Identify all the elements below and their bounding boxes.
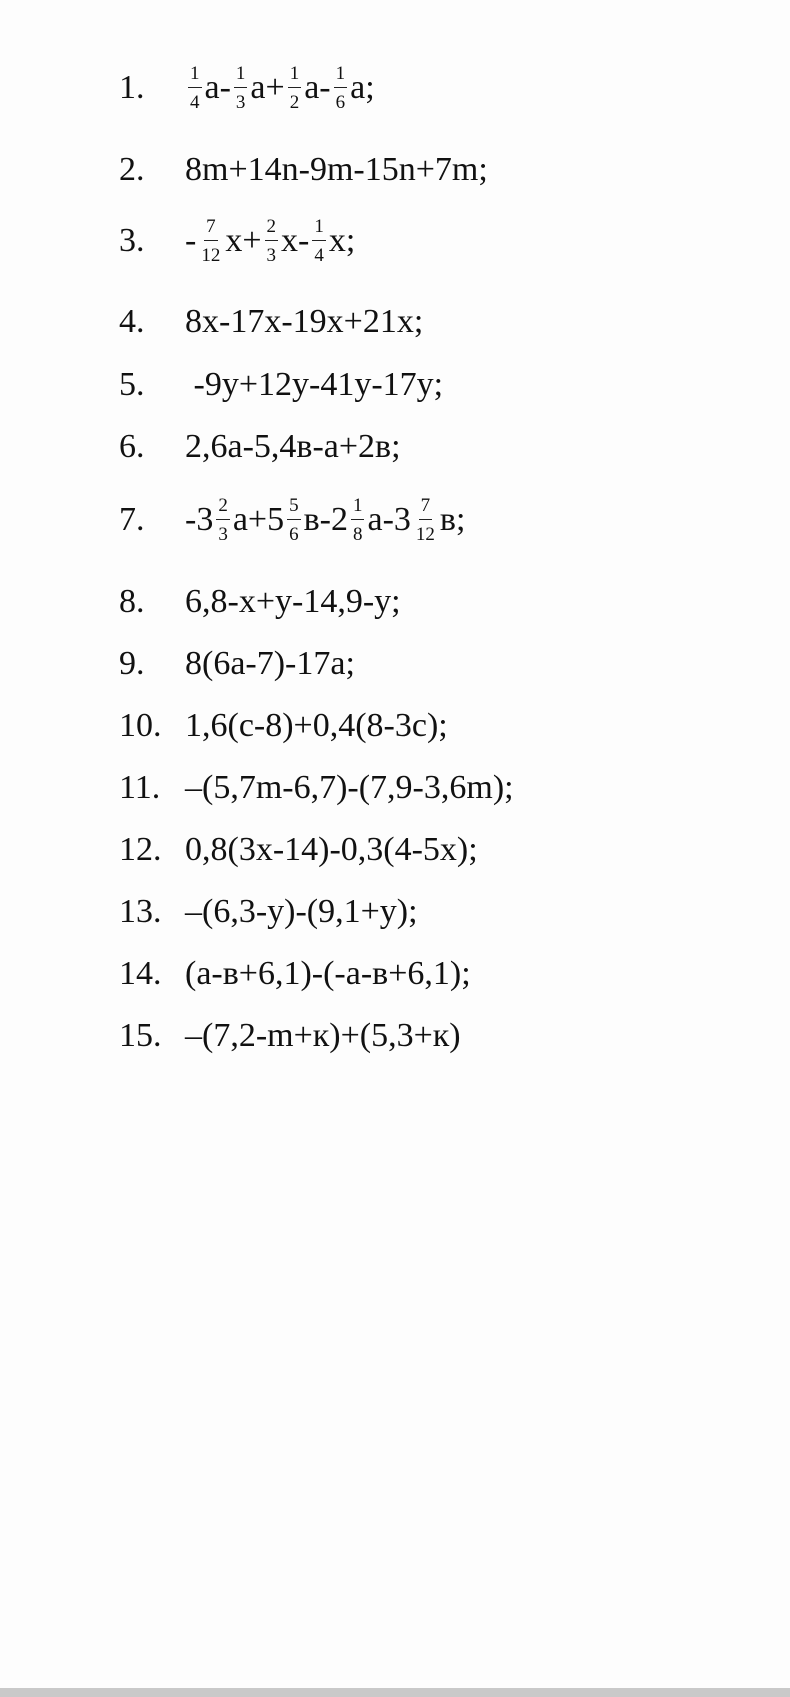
fraction-denominator: 6 [335, 92, 346, 113]
fraction-denominator: 8 [352, 524, 363, 545]
item-number: 2. [119, 151, 145, 188]
item-number: 1. [119, 69, 145, 106]
item-number: 9. [119, 645, 145, 682]
list-item [0, 572, 790, 632]
fraction [216, 496, 230, 544]
fraction-denominator: 3 [218, 524, 228, 545]
fraction-numerator: 1 [312, 217, 326, 241]
list-item [0, 417, 790, 477]
list-item [0, 820, 790, 880]
expression-text: a+5 [232, 501, 285, 538]
expression-text: в; [439, 501, 466, 538]
fraction-denominator: 2 [289, 92, 300, 113]
item-number: 4. [119, 303, 145, 340]
fraction [351, 496, 365, 544]
item-number: 6. [119, 428, 145, 465]
list-item [0, 58, 790, 118]
item-expression [185, 957, 471, 991]
fraction-denominator: 4 [314, 245, 324, 266]
list-item [0, 140, 790, 200]
fraction-numerator: 1 [351, 496, 365, 520]
expression-text: a; [350, 69, 375, 106]
item-number: 8. [119, 583, 145, 620]
expression-text: –(6,3-y)-(9,1+y); [185, 893, 418, 930]
item-number: 15. [119, 1017, 162, 1054]
item-number: 3. [119, 222, 145, 259]
fraction-denominator: 12 [201, 245, 221, 266]
fraction-numerator: 1 [188, 64, 202, 88]
item-expression [185, 64, 375, 112]
list-item [0, 758, 790, 818]
item-expression [185, 647, 355, 681]
expression-text: в-2 [303, 501, 348, 538]
fraction [199, 217, 222, 265]
item-expression [185, 368, 443, 402]
list-item [0, 1006, 790, 1066]
fraction-numerator: 2 [265, 217, 279, 241]
fraction [334, 64, 348, 112]
fraction-numerator: 5 [287, 496, 301, 520]
expression-text: 1,6(c-8)+0,4(8-3c); [185, 707, 448, 744]
list-item [0, 490, 790, 550]
fraction [234, 64, 248, 112]
fraction-numerator: 7 [204, 217, 218, 241]
item-expression [185, 496, 465, 544]
expression-text: x- [281, 222, 310, 259]
item-expression [185, 709, 448, 743]
expression-text: (a-в+6,1)-(-a-в+6,1); [185, 955, 471, 992]
expression-text: -3 [185, 501, 214, 538]
fraction-denominator: 3 [266, 245, 277, 266]
item-expression [185, 1019, 461, 1053]
fraction-numerator: 1 [334, 64, 348, 88]
fraction-denominator: 4 [190, 92, 200, 113]
fraction-denominator: 6 [289, 524, 299, 545]
fraction-numerator: 1 [288, 64, 302, 88]
list-item [0, 634, 790, 694]
item-number: 12. [119, 831, 162, 868]
list-item [0, 211, 790, 271]
expression-text: 8x-17x-19x+21x; [185, 303, 424, 340]
list-item [0, 292, 790, 352]
fraction-numerator: 2 [216, 496, 230, 520]
item-number: 11. [119, 769, 161, 806]
item-expression [185, 771, 514, 805]
expression-text: x; [328, 222, 356, 259]
expression-text: -9y+12y-41y-17y; [185, 366, 444, 403]
expression-text: 8(6a-7)-17a; [185, 645, 355, 682]
fraction [414, 496, 437, 544]
list-item [0, 696, 790, 756]
expression-text: a+ [250, 69, 285, 106]
fraction-denominator: 12 [415, 524, 435, 545]
list-item [0, 355, 790, 415]
item-number: 10. [119, 707, 162, 744]
item-expression [185, 833, 478, 867]
fraction [312, 217, 326, 265]
fraction [287, 496, 301, 544]
expression-text: a- [304, 69, 331, 106]
fraction-numerator: 1 [234, 64, 248, 88]
fraction-numerator: 7 [419, 496, 433, 520]
expression-text: a- [204, 69, 231, 106]
item-expression [185, 895, 418, 929]
item-number: 13. [119, 893, 162, 930]
fraction-denominator: 3 [235, 92, 246, 113]
expression-text: 8m+14n-9m-15n+7m; [185, 151, 488, 188]
expression-text: 0,8(3x-14)-0,3(4-5x); [185, 831, 478, 868]
fraction [265, 217, 279, 265]
expression-text: 6,8-x+y-14,9-y; [185, 583, 401, 620]
list-item [0, 882, 790, 942]
item-number: 5. [119, 366, 145, 403]
item-number: 7. [119, 501, 145, 538]
expression-text: a-3 [367, 501, 411, 538]
item-number: 14. [119, 955, 162, 992]
fraction [188, 64, 202, 112]
expression-text: - [185, 222, 197, 259]
expression-text: 2,6a-5,4в-a+2в; [185, 428, 401, 465]
expression-text: –(7,2-m+к)+(5,3+к) [185, 1017, 461, 1054]
expression-text: x+ [225, 222, 262, 259]
item-expression [185, 585, 401, 619]
list-item [0, 944, 790, 1004]
item-expression [185, 430, 401, 464]
item-expression [185, 153, 488, 187]
item-expression [185, 217, 355, 265]
fraction [288, 64, 302, 112]
expression-text: –(5,7m-6,7)-(7,9-3,6m); [185, 769, 514, 806]
item-expression [185, 305, 423, 339]
bottom-scrollbar[interactable] [0, 1688, 790, 1697]
